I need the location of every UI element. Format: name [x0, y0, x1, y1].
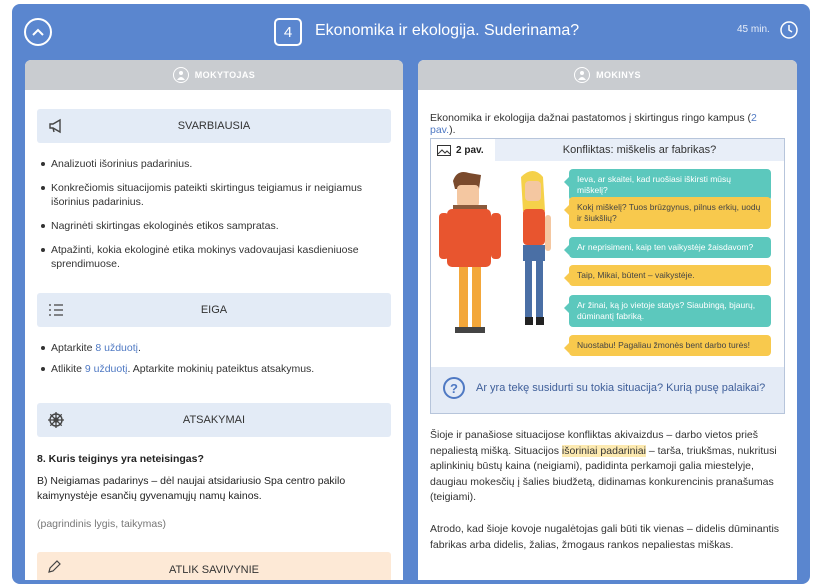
figure-title: Konfliktas: miškelis ar fabrikas? [562, 144, 717, 156]
list-item: Atpažinti, kokia ekologinė etika mokinys vadovaujasi kasdieniuose sprendimuose. [51, 243, 381, 271]
text-line: aplinkinių būstų kaina (neigiami), padidinta perkamoji galia miestelyje, [430, 460, 754, 472]
student-panel-header [418, 60, 797, 90]
text: Ekonomika ir ekologija dažnai pastatomos į skirtingus ringo kampus ( [430, 112, 751, 124]
key-list [39, 157, 381, 271]
lesson-number: 4 [274, 18, 302, 46]
teacher-panel [25, 60, 403, 580]
text-line: Šioje ir panašiose situacijose konfliktas akivaizdus – darbo vietos prieš [430, 429, 759, 441]
text-line: (teigiami). [430, 491, 477, 503]
dialog-bubble: Ieva, ar skaitei, kad ruošiasi iškirsti mūsų miškelį? [569, 169, 771, 201]
task-8-link[interactable]: 8 užduotį [95, 342, 138, 354]
section-self-check [37, 552, 391, 580]
answer-line-1: B) Neigiamas padarinys – dėl naujai atsidariusio Spa centro pakilo [37, 475, 346, 487]
dialog-bubble: Kokį miškelį? Tuos brūzgynus, pilnus erkių, uodų ir šiukšlių? [569, 197, 771, 229]
wheel-icon [47, 411, 65, 429]
text: ). [449, 124, 456, 136]
text: Atlikite [51, 363, 85, 375]
figure-2 [430, 138, 785, 414]
dialog-bubble: Nuostabu! Pagaliau žmonės bent darbo turės! [569, 335, 771, 356]
highlighted-term: išoriniai padariniai [561, 444, 646, 457]
text-line: daugiau mokesčių į šalies biudžetą, didinamas konkurencinis pranašumas [430, 475, 774, 488]
clock-icon [779, 20, 799, 40]
student-icon [574, 67, 590, 83]
list-item: Analizuoti išorinius padarinius. [51, 157, 381, 171]
section-flow [37, 293, 391, 327]
dialog-bubble: Ar neprisimeni, kaip ten vaikystėje žaisdavom? [569, 237, 771, 258]
figure-question [431, 367, 784, 413]
list-item [51, 341, 381, 355]
text: . Aptarkite mokinių pateiktus atsakymus. [127, 363, 315, 375]
duration: 45 min. [737, 24, 770, 35]
section-answers [37, 403, 391, 437]
intro-text [430, 112, 785, 136]
chevron-up-icon [32, 28, 44, 36]
section-answers-title: ATSAKYMAI [182, 414, 246, 426]
student-panel [418, 60, 797, 580]
figure-question-text: Ar yra tekę susidurti su tokia situacija? Kurią pusę palaikai? [476, 382, 766, 394]
list-icon [47, 301, 65, 319]
question-icon: ? [443, 377, 465, 399]
text: Aptarkite [51, 342, 96, 354]
paragraph-2 [430, 522, 782, 553]
list-item: Konkrečiomis situacijomis pateikti skirtingus teigiamus ir neigiamus išorinius padarinius. [51, 181, 381, 209]
text-line [430, 444, 782, 460]
lesson-title: Ekonomika ir ekologija. Suderinama? [315, 22, 580, 39]
figure-label-text: 2 pav. [456, 144, 484, 156]
dialog-bubble: Ar žinai, ką jo vietoje statys? Siaubingą, bjaurų, dūminantį fabriką. [569, 295, 771, 327]
task-9-link[interactable]: 9 užduotį [84, 363, 128, 375]
answer-line-2: kaimynystėje esančių gyvenamųjų namų kainos. [37, 490, 262, 502]
paragraph-1 [430, 428, 782, 506]
teacher-panel-header [25, 60, 403, 90]
list-item [51, 362, 381, 376]
collapse-button[interactable] [24, 18, 52, 46]
cartoon-illustration [439, 167, 569, 367]
figure-2-link[interactable]: 2 pav. [430, 112, 757, 136]
figure-header [431, 139, 784, 161]
image-icon [437, 145, 451, 156]
text-line: fabrikas arba didelis, žalias, žmogaus rankos nepaliestas miškas. [430, 538, 734, 551]
text: nepaliestą mišką. Situacijos [430, 444, 562, 457]
text: – tarša, triukšmas, nukritusi [645, 444, 777, 457]
text: . [137, 342, 141, 354]
text-line: Atrodo, kad šioje kovoje nugalėtojas gali būti tik vienas – didelis dūminantis [430, 523, 780, 535]
section-flow-title: EIGA [200, 304, 228, 316]
megaphone-icon [47, 117, 65, 135]
list-item: Nagrinėti skirtingas ekologinės etikos sampratas. [51, 219, 381, 233]
figure-label [431, 139, 495, 161]
section-key [37, 109, 391, 143]
section-key-title: SVARBIAUSIA [177, 120, 251, 132]
dialog-bubble: Taip, Mikai, būtent – vaikystėje. [569, 265, 771, 286]
section-self-check-title: ATLIK SAVIVYNIE [168, 564, 260, 576]
answer-question: 8. Kuris teiginys yra neteisingas? [37, 453, 204, 465]
student-label: MOKINYS [596, 70, 641, 80]
teacher-label: MOKYTOJAS [194, 70, 256, 80]
teacher-icon [173, 67, 189, 83]
answer-level-note: (pagrindinis lygis, taikymas) [37, 518, 166, 530]
flow-list [39, 341, 381, 376]
